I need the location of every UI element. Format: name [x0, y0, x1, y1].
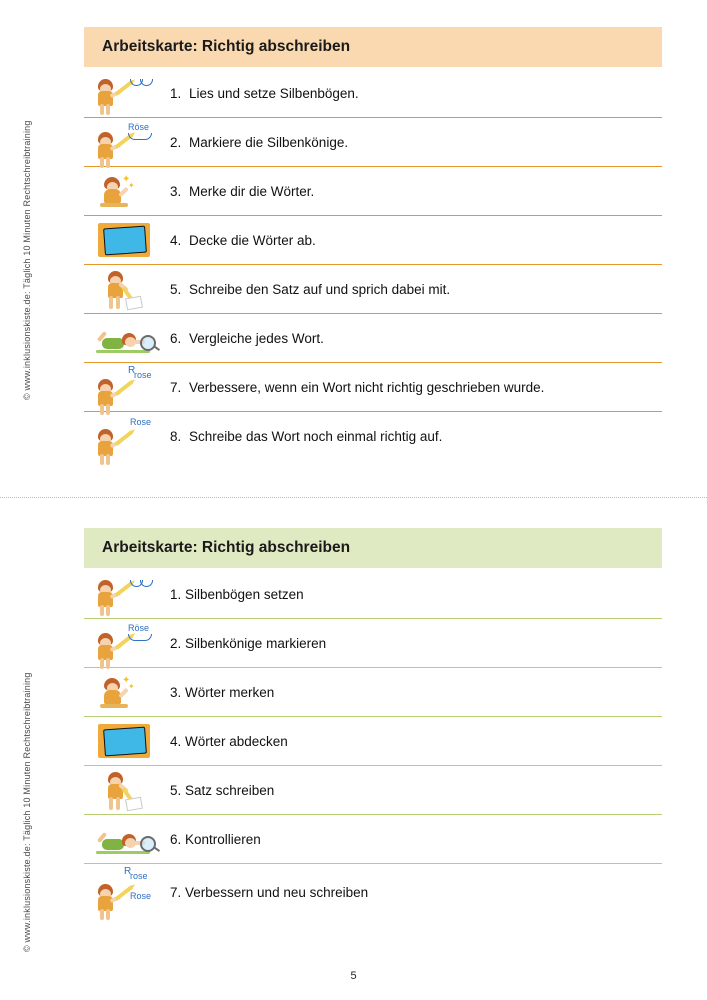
child-thinking-sparkle-icon: ✦ ✦	[84, 168, 170, 214]
step-label: Lies und setze Silbenbögen.	[189, 85, 359, 101]
step-label: 2. Silbenkönige markieren	[170, 635, 327, 651]
step-label: Decke die Wörter ab.	[189, 232, 316, 248]
child-writing-sentence-icon	[84, 266, 170, 312]
step-label: 3. Wörter merken	[170, 684, 275, 700]
worksheet-card-detailed	[84, 27, 662, 461]
worksheet-card-short	[84, 528, 662, 920]
step-text	[170, 282, 450, 297]
step-number: 5.	[170, 281, 182, 297]
word-label: Rose	[130, 416, 152, 427]
page-number: 5	[350, 970, 357, 982]
list-item	[84, 118, 662, 167]
step-number: 8.	[170, 429, 182, 444]
step-label: Markiere die Silbenkönige.	[189, 134, 349, 150]
step-text	[170, 380, 544, 395]
word-label-r: R	[124, 866, 132, 877]
word-label-r: R	[128, 365, 136, 376]
word-label-rose: Rose	[130, 891, 152, 901]
list-item	[84, 167, 662, 216]
step-label: Schreibe den Satz auf und sprich dabei mit.	[189, 281, 451, 297]
list-item	[84, 815, 662, 864]
step-list-detailed	[84, 69, 662, 461]
step-text	[170, 331, 324, 346]
child-correcting-word-rose-icon	[84, 865, 170, 919]
step-number: 2.	[170, 134, 182, 150]
list-item	[84, 668, 662, 717]
step-label: 6. Kontrollieren	[170, 831, 261, 847]
list-item	[84, 766, 662, 815]
list-item	[84, 363, 662, 412]
step-label: 5. Satz schreiben	[170, 782, 275, 798]
step-text	[170, 135, 348, 150]
step-label: 7. Verbessern und neu schreiben	[170, 884, 369, 900]
step-label: Schreibe das Wort noch einmal richtig auf.	[189, 429, 443, 444]
step-number: 4.	[170, 232, 182, 248]
step-label: Merke dir die Wörter.	[189, 183, 315, 199]
step-text	[170, 429, 442, 444]
child-with-pencil-word-roese-icon	[84, 119, 170, 165]
list-item	[84, 619, 662, 668]
list-item	[84, 216, 662, 265]
cover-card-over-word-icon	[84, 718, 170, 764]
word-label: Röse	[128, 122, 150, 132]
child-with-pencil-word-roese-icon	[84, 620, 170, 666]
copyright-notice-bottom: © www.inklusionskiste.de: Täglich 10 Minuten Rechtschreibtraining	[22, 672, 32, 952]
child-rewriting-word-rose-icon	[84, 414, 170, 460]
child-with-pencil-syllable-arcs-icon	[84, 70, 170, 116]
list-item	[84, 717, 662, 766]
step-number: 3.	[170, 183, 182, 199]
list-item	[84, 69, 662, 118]
cover-card-over-word-icon	[84, 217, 170, 263]
page-separator	[0, 497, 707, 498]
child-with-pencil-syllable-arcs-icon	[84, 571, 170, 617]
step-number: 6.	[170, 330, 182, 346]
list-item	[84, 265, 662, 314]
step-text	[170, 233, 316, 248]
word-label-rose: rose	[134, 370, 152, 380]
child-writing-sentence-icon	[84, 767, 170, 813]
step-number: 7.	[170, 379, 182, 395]
list-item	[84, 570, 662, 619]
child-thinking-sparkle-icon: ✦ ✦	[84, 669, 170, 715]
copyright-notice-top: © www.inklusionskiste.de: Täglich 10 Minuten Rechtschreibtraining	[22, 120, 32, 400]
word-label-rose-lower: rose	[130, 871, 148, 881]
list-item	[84, 864, 662, 920]
step-label: Verbessere, wenn ein Wort nicht richtig geschrieben wurde.	[189, 379, 545, 395]
child-lying-with-magnifier-icon	[84, 315, 170, 361]
list-item	[84, 314, 662, 363]
step-label: 1. Silbenbögen setzen	[170, 586, 304, 602]
step-label: Vergleiche jedes Wort.	[189, 330, 324, 346]
step-number: 1.	[170, 85, 182, 101]
word-label: Röse	[128, 623, 150, 633]
step-text	[170, 86, 359, 101]
child-correcting-word-rose-icon	[84, 364, 170, 410]
step-list-short	[84, 570, 662, 920]
card-title-short: Arbeitskarte: Richtig abschreiben	[84, 528, 662, 568]
child-lying-with-magnifier-icon	[84, 816, 170, 862]
card-title-detailed: Arbeitskarte: Richtig abschreiben	[84, 27, 662, 67]
list-item	[84, 412, 662, 461]
step-text	[170, 184, 314, 199]
step-label: 4. Wörter abdecken	[170, 733, 288, 749]
